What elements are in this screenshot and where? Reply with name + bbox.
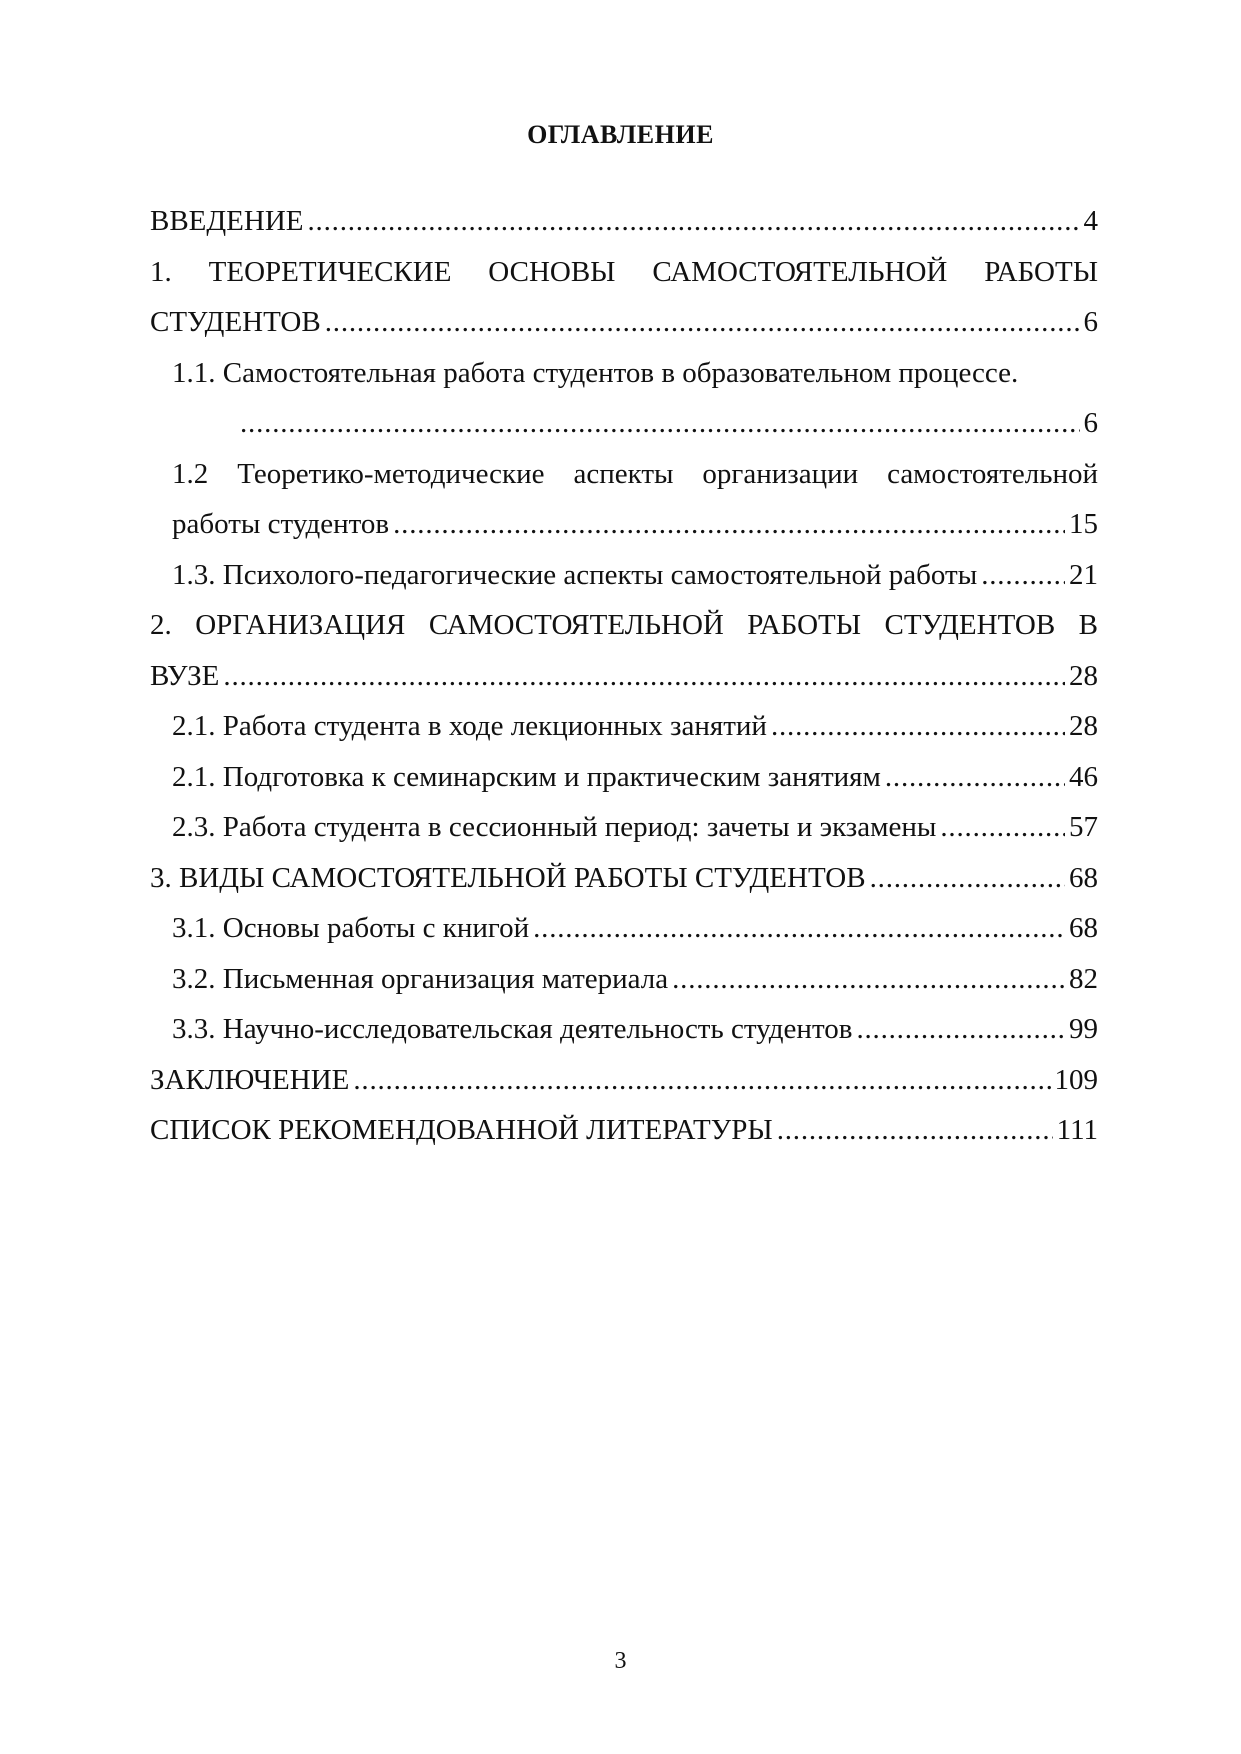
toc-page-number: 28 [1069,710,1098,742]
toc-line [172,954,1098,1005]
toc-entry-title-line2: ВУЗЕ [150,659,220,692]
toc-entry-conclusion[interactable] [150,1055,1098,1106]
toc-line [172,550,1098,601]
toc-entry-section-3-3[interactable] [172,1004,1098,1055]
dot-leader [353,1055,1050,1106]
dot-leader [325,297,1080,348]
toc-entry-chapter-1[interactable] [150,247,1098,348]
toc-entry-section-1-1[interactable] [172,348,1098,449]
toc-page-number: 15 [1069,508,1098,540]
toc-entry-title: 1.1. Самостоятельная работа студентов в образовательном процессе. [172,356,1019,389]
toc-entry-title-line1: 1.2 Теоретико-методические аспекты организации самостоятельной [172,457,1098,490]
dot-leader [308,196,1080,247]
toc-page-number: 111 [1056,1114,1098,1146]
toc-entry-section-2-2[interactable] [172,752,1098,803]
toc-entry-title: СПИСОК РЕКОМЕНДОВАННОЙ ЛИТЕРАТУРЫ [150,1114,773,1146]
toc-entry-chapter-2[interactable] [150,600,1098,701]
toc-entry-title: 3. ВИДЫ САМОСТОЯТЕЛЬНОЙ РАБОТЫ СТУДЕНТОВ [150,861,866,894]
toc-line [150,853,1098,904]
toc-entry-title-line1: 1. ТЕОРЕТИЧЕСКИЕ ОСНОВЫ САМОСТОЯТЕЛЬНОЙ РАБОТЫ [150,255,1098,288]
toc-entry-title: 2.1. Работа студента в ходе лекционных занятий [172,710,767,742]
dot-leader [533,903,1065,954]
toc-entry-introduction[interactable] [150,196,1098,247]
toc-line [150,1105,1098,1156]
toc-entry-title: 2.1. Подготовка к семинарским и практическим занятиям [172,760,881,793]
toc-line [172,752,1098,803]
toc-page-number: 4 [1083,205,1098,237]
toc-entry-section-2-3[interactable] [172,802,1098,853]
toc-entry-section-2-1[interactable] [172,701,1098,752]
toc-line [172,398,1098,449]
toc-page-number: 82 [1069,962,1098,995]
dot-leader [885,752,1065,803]
toc-page-number: 68 [1069,861,1098,894]
dot-leader [940,802,1065,853]
toc-entry-title-line2: работы студентов [172,508,390,540]
toc-page-number: 6 [1083,407,1098,439]
toc-entry-section-3-1[interactable] [172,903,1098,954]
toc-line [150,651,1098,702]
dot-leader [240,398,1080,449]
toc-page-number: 6 [1083,306,1098,338]
toc-entry-title: ВВЕДЕНИЕ [150,205,304,237]
toc-page-number: 46 [1069,760,1098,793]
dot-leader [777,1105,1053,1156]
table-of-contents [150,196,1098,1156]
dot-leader [672,954,1065,1005]
toc-entry-title-line1: 2. ОРГАНИЗАЦИЯ САМОСТОЯТЕЛЬНОЙ РАБОТЫ СТУДЕНТОВ В [150,609,1098,641]
dot-leader [771,701,1065,752]
toc-page-number: 109 [1054,1063,1098,1096]
toc-entry-title-line2: СТУДЕНТОВ [150,306,321,338]
toc-entry-bibliography[interactable] [150,1105,1098,1156]
toc-line [172,1004,1098,1055]
toc-line [150,196,1098,247]
toc-line [150,297,1098,348]
toc-line [172,499,1098,550]
toc-entry-section-3-2[interactable] [172,954,1098,1005]
toc-page-number: 28 [1069,659,1098,692]
toc-entry-section-1-3[interactable] [172,550,1098,601]
toc-page-number: 57 [1069,811,1098,843]
toc-page-number: 21 [1069,558,1098,591]
dot-leader [223,651,1065,702]
toc-entry-title: 3.2. Письменная организация материала [172,962,669,995]
toc-line [172,903,1098,954]
toc-entry-chapter-3[interactable] [150,853,1098,904]
toc-entry-title: 3.1. Основы работы с книгой [172,912,530,944]
page-title: ОГЛАВЛЕНИЕ [527,120,714,149]
dot-leader [981,550,1065,601]
toc-entry-section-1-2[interactable] [172,449,1098,550]
toc-entry-title: 3.3. Научно-исследовательская деятельность студентов [172,1013,853,1045]
page-number: 3 [614,1648,627,1674]
toc-line [150,1055,1098,1106]
toc-entry-title: 1.3. Психолого-педагогические аспекты самостоятельной работы [172,558,978,591]
toc-page-number: 99 [1069,1013,1098,1045]
toc-line [172,802,1098,853]
dot-leader [870,853,1065,904]
toc-page-number: 68 [1069,912,1098,944]
toc-line [172,701,1098,752]
toc-entry-title: ЗАКЛЮЧЕНИЕ [150,1063,350,1096]
dot-leader [393,499,1065,550]
dot-leader [856,1004,1065,1055]
toc-entry-title: 2.3. Работа студента в сессионный период: зачеты и экзамены [172,811,937,843]
